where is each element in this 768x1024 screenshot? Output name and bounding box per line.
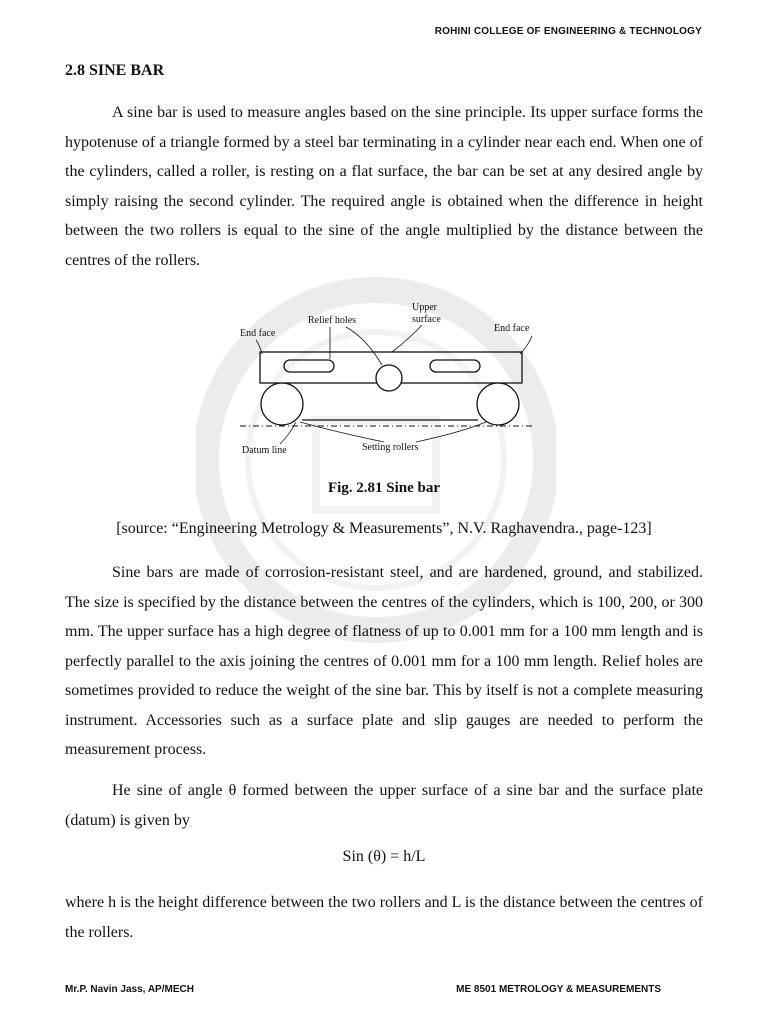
header-college-name: ROHINI COLLEGE OF ENGINEERING & TECHNOLOGY xyxy=(434,26,702,37)
paragraph-construction: Sine bars are made of corrosion-resistant steel, and are hardened, ground, and stabilized. The size is specified by the distance between the centres of the cylinders, which is 100, 200, or 300 mm. The upper surface has a high degree of flatness of up to 0.001 mm for a 100 mm length and is perfectly parallel to the axis joining the centres of 0.001 mm for a 100 mm length. Relief holes are sometimes provided to reduce the weight of the sine bar. This by itself is not a complete measuring instrument. Accessories such as a surface plate and slip gauges are needed to perform the measurement process. xyxy=(65,564,703,758)
label-end-face-right: End face xyxy=(494,323,530,334)
label-end-face-left: End face xyxy=(240,328,276,339)
sine-bar-diagram xyxy=(226,292,546,462)
label-datum-line: Datum line xyxy=(242,445,287,456)
paragraph-where: where h is the height difference between the two rollers and L is the distance between the centres of the rollers. xyxy=(65,894,703,941)
footer-course: ME 8501 METROLOGY & MEASUREMENTS xyxy=(456,984,661,995)
sine-formula: Sin (θ) = h/L xyxy=(342,848,426,865)
roller-left xyxy=(261,383,303,425)
paragraph-intro: A sine bar is used to measure angles based on the sine principle. Its upper surface forms the hypotenuse of a triangle formed by a steel bar terminating in a cylinder near each end. When one of the cylinders, called a roller, is resting on a flat surface, the bar can be set at any desired angle by simply raising the second cylinder. The required angle is obtained when the difference in height between the two rollers is equal to the sine of the angle multiplied by the distance between the centres of the rollers. xyxy=(65,104,703,269)
footer-author: Mr.P. Navin Jass, AP/MECH xyxy=(65,984,194,995)
sine-bar-figure xyxy=(226,292,546,462)
figure-caption: Fig. 2.81 Sine bar xyxy=(327,480,441,496)
relief-hole-left xyxy=(284,360,334,372)
label-relief-holes: Relief holes xyxy=(308,315,357,326)
label-setting-rollers: Setting rollers xyxy=(362,442,419,453)
label-surface: surface xyxy=(412,314,441,325)
paragraph-principle: He sine of angle θ formed between the upper surface of a sine bar and the surface plate (datum) is given by xyxy=(65,782,703,829)
figure-source: [source: “Engineering Metrology & Measurements”, N.V. Raghavendra., page-123] xyxy=(116,520,652,537)
relief-hole-right xyxy=(430,360,480,372)
center-hole xyxy=(376,365,402,391)
label-upper: Upper xyxy=(412,302,437,313)
section-title: 2.8 SINE BAR xyxy=(65,62,165,79)
roller-right xyxy=(477,383,519,425)
